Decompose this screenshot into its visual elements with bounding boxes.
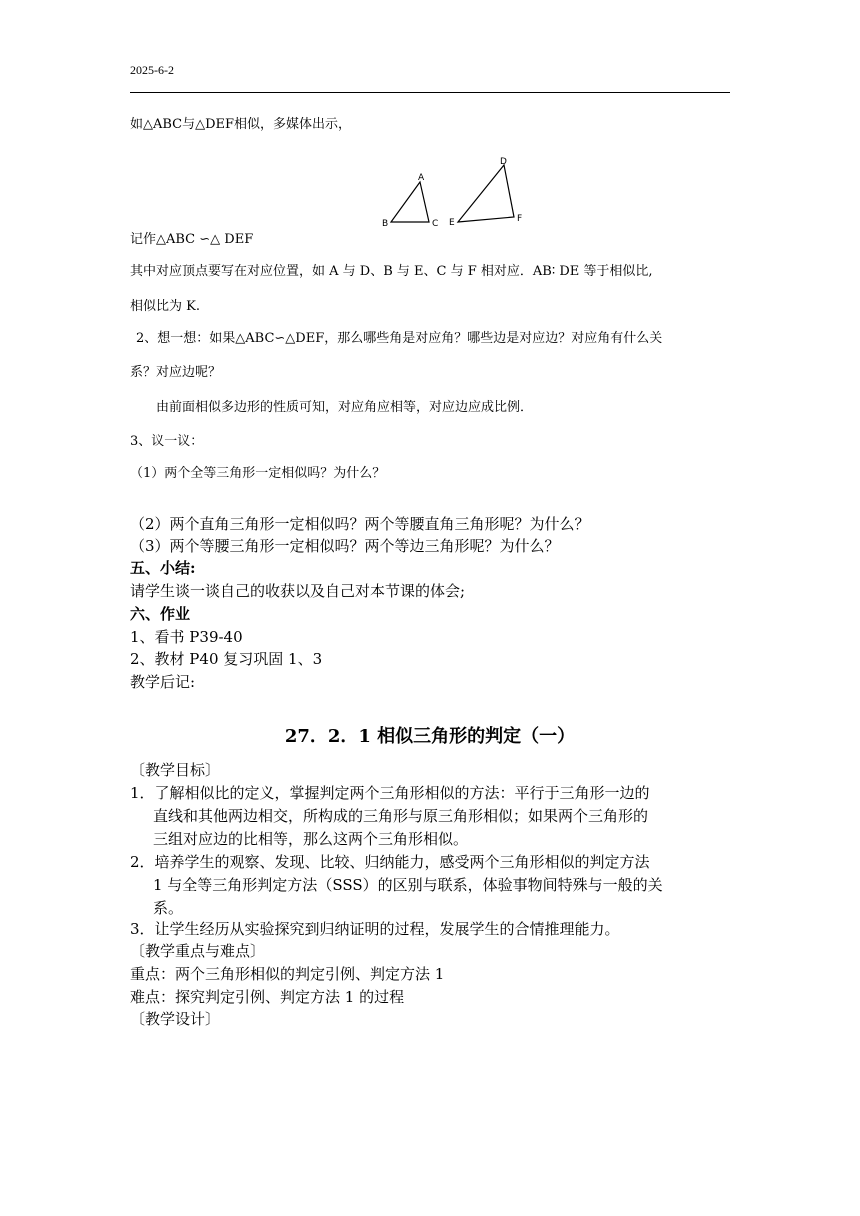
text-line-10: （2）两个直角三角形一定相似吗？两个等腰直角三角形呢？为什么？ [130, 515, 590, 533]
text-line-16: 2、教材 P40 复习巩固 1、3 [130, 650, 323, 668]
text-line-2: 记作△ABC ∽△ DEF [130, 232, 254, 247]
text-line-5: 2、想一想：如果△ABC∽△DEF，那么哪些角是对应角？哪些边是对应边？对应角有什么关 [136, 331, 663, 346]
label-b: B [382, 219, 389, 229]
goal-1-line-3: 三组对应边的比相等，那么这两个三角形相似。 [153, 830, 469, 848]
label-a: A [418, 173, 425, 183]
text-line-4: 相似比为 K. [130, 299, 200, 314]
header-rule [130, 92, 730, 93]
label-d: D [500, 157, 507, 167]
focus-text: 重点：两个三角形相似的判定引例、判定方法 1 [130, 965, 445, 983]
goal-2-line-2: 1 与全等三角形判定方法（SSS）的区别与联系，体验事物间特殊与一般的关 [153, 876, 663, 894]
similar-triangles-figure [378, 155, 528, 230]
text-line-6: 系？对应边呢？ [130, 365, 222, 380]
text-line-17: 教学后记: [130, 673, 196, 691]
text-line-13: 请学生谈一谈自己的收获以及自己对本节课的体会; [130, 582, 466, 600]
goal-2-line-3: 系。 [153, 899, 184, 917]
triangle-abc [391, 182, 429, 222]
goal-1-line-1: 1．了解相似比的定义，掌握判定两个三角形相似的方法：平行于三角形一边的 [130, 784, 650, 802]
text-line-3: 其中对应顶点要写在对应位置，如 A 与 D、B 与 E、C 与 F 相对应．AB∶ DE 等于相似比, [130, 264, 653, 279]
text-line-7: 由前面相似多边形的性质可知，对应角应相等，对应边应成比例． [156, 400, 534, 415]
text-line-8: 3、议一议： [130, 434, 204, 449]
label-e: E [449, 218, 455, 228]
text-line-15: 1、看书 P39-40 [130, 628, 243, 646]
goal-3: 3．让学生经历从实验探究到归纳证明的过程，发展学生的合情推理能力。 [130, 920, 620, 938]
difficulty-text: 难点：探究判定引例、判定方法 1 的过程 [130, 988, 405, 1006]
section-title: 27．2．1 相似三角形的判定（一） [284, 726, 576, 747]
triangle-def [458, 165, 514, 222]
design-heading: 〔教学设计〕 [130, 1010, 221, 1028]
text-line-11: （3）两个等腰三角形一定相似吗？两个等边三角形呢？为什么？ [130, 537, 560, 555]
label-c: C [432, 219, 439, 229]
heading-summary: 五、小结: [130, 559, 196, 577]
label-f: F [517, 214, 523, 224]
text-line-1: 如△ABC与△DEF相似，多媒体出示， [130, 117, 352, 132]
header-date: 2025-6-2 [130, 63, 174, 77]
heading-homework: 六、作业 [130, 605, 191, 623]
goals-heading: 〔教学目标〕 [130, 761, 221, 779]
text-line-9: （1）两个全等三角形一定相似吗？为什么？ [130, 466, 386, 481]
goal-1-line-2: 直线和其他两边相交，所构成的三角形与原三角形相似；如果两个三角形的 [153, 807, 649, 825]
goal-2-line-1: 2．培养学生的观察、发现、比较、归纳能力，感受两个三角形相似的判定方法 [130, 853, 650, 871]
focus-heading: 〔教学重点与难点〕 [130, 942, 266, 960]
